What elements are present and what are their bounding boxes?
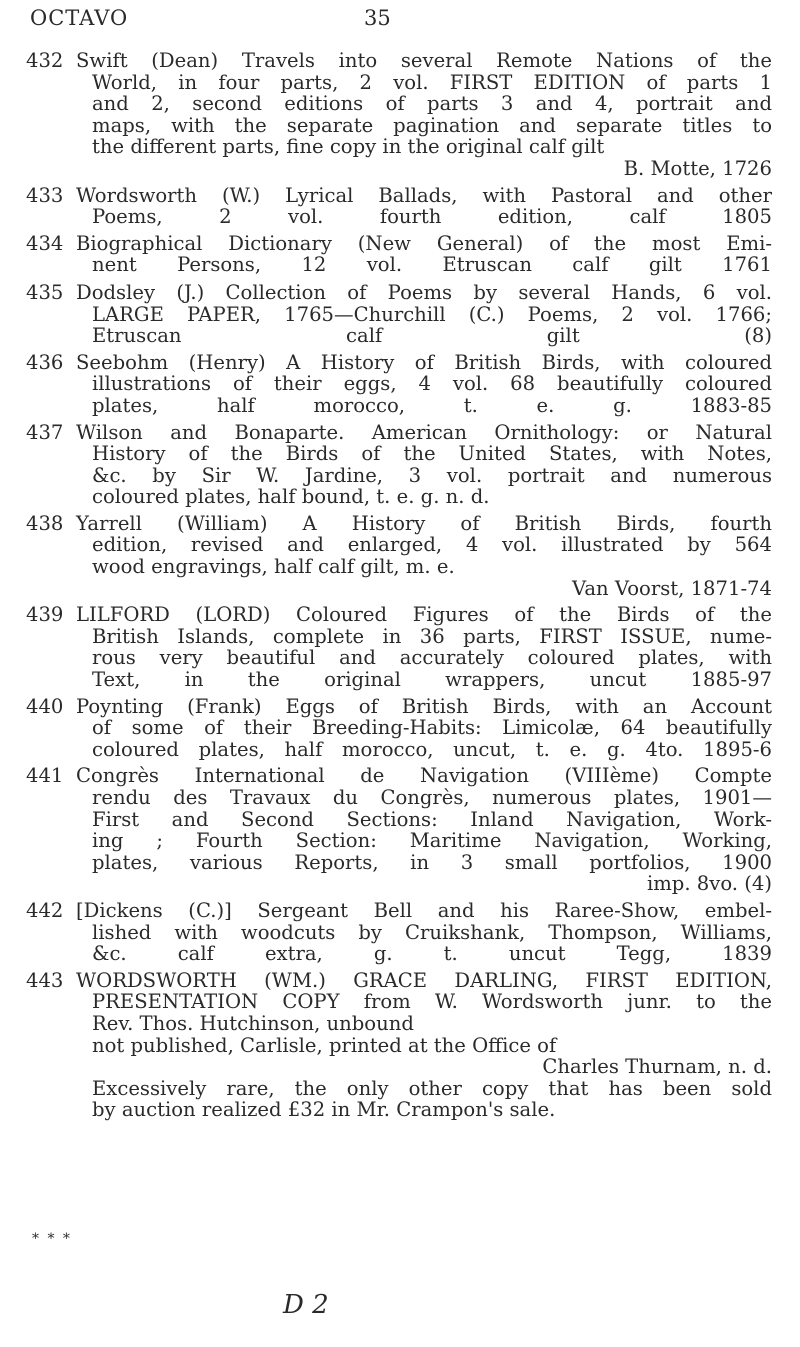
- lot-number: 438: [26, 511, 64, 535]
- lot-entry: [26, 352, 772, 417]
- lot-text-line: Wilson and Bonaparte. American Ornithology: or Natural: [76, 420, 772, 444]
- lot-text-line: the different parts, fine copy in the original calf gilt: [92, 135, 605, 159]
- lot-text-line: Poems, 2 vol. fourth edition, calf 1805: [92, 205, 772, 229]
- lot-entry: [26, 900, 772, 965]
- page-number: 35: [364, 6, 391, 30]
- lot-text-line: wood engravings, half calf gilt, m. e.: [92, 555, 455, 579]
- lot-text-line: &c. by Sir W. Jardine, 3 vol. portrait and numerous: [92, 463, 772, 487]
- signature-mark: D 2: [283, 1290, 329, 1320]
- lot-text-line: History of the Birds of the United States, with Notes,: [92, 442, 772, 466]
- lot-entry: [26, 422, 772, 508]
- lot-text-line: World, in four parts, 2 vol. FIRST EDITION of parts 1: [92, 70, 772, 94]
- lot-text-line: and 2, second editions of parts 3 and 4, portrait and: [92, 92, 772, 116]
- lot-text-line: Wordsworth (W.) Lyrical Ballads, with Pastoral and other: [76, 183, 772, 207]
- lot-number: 433: [26, 183, 64, 207]
- lot-number: 442: [26, 898, 64, 922]
- lot-text-line: Swift (Dean) Travels into several Remote Nations of the: [76, 49, 772, 72]
- lot-text-line: Excessively rare, the only other copy that has been sold: [92, 1076, 772, 1100]
- lot-text-line: nent Persons, 12 vol. Etruscan calf gilt 1761: [92, 253, 772, 277]
- lot-number: 436: [26, 350, 64, 374]
- lot-entry: [26, 233, 772, 276]
- lot-number: 441: [26, 764, 64, 788]
- lot-entry: [26, 282, 772, 347]
- lot-text-line: [Dickens (C.)] Sergeant Bell and his Raree-Show, embel-: [76, 898, 772, 922]
- lot-text-line: B. Motte, 1726: [623, 156, 772, 180]
- lot-entry: [26, 185, 772, 228]
- page-header: [30, 6, 770, 36]
- lot-text-line: ing ; Fourth Section: Maritime Navigation, Working,: [92, 829, 772, 853]
- note-asterisks: * * *: [32, 1231, 72, 1247]
- lot-entry: [26, 970, 772, 1121]
- lot-text-line: &c. calf extra, g. t. uncut Tegg, 1839: [92, 942, 772, 966]
- lot-entry: [26, 765, 772, 895]
- lot-text-line: Text, in the original wrappers, uncut 1885-97: [92, 668, 772, 692]
- lot-text-line: Charles Thurnam, n. d.: [542, 1055, 772, 1079]
- lot-text-line: of some of their Breeding-Habits: Limicolæ, 64 beautifully: [92, 716, 772, 740]
- lot-text-line: British Islands, complete in 36 parts, FIRST ISSUE, nume-: [92, 624, 772, 648]
- lot-text-line: Rev. Thos. Hutchinson, unbound: [92, 1011, 414, 1035]
- lot-text-line: Yarrell (William) A History of British Birds, fourth: [76, 511, 772, 535]
- lot-text-line: Van Voorst, 1871-74: [572, 576, 772, 600]
- lot-text-line: coloured plates, half bound, t. e. g. n. d.: [92, 485, 490, 509]
- lot-number: 434: [26, 231, 64, 255]
- lot-number: 437: [26, 420, 64, 444]
- lot-text-line: edition, revised and enlarged, 4 vol. illustrated by 564: [92, 533, 772, 557]
- lot-text-line: illustrations of their eggs, 4 vol. 68 beautifully coloured: [92, 372, 772, 396]
- lot-text-line: LARGE PAPER, 1765—Churchill (C.) Poems, 2 vol. 1766;: [92, 302, 772, 326]
- lot-text-line: maps, with the separate pagination and separate titles to: [92, 113, 772, 137]
- lot-text-line: Dodsley (J.) Collection of Poems by several Hands, 6 vol.: [76, 280, 772, 304]
- lot-text-line: LILFORD (LORD) Coloured Figures of the Birds of the: [76, 603, 772, 627]
- lot-list: [26, 50, 772, 1121]
- lot-text-line: First and Second Sections: Inland Navigation, Work-: [92, 807, 772, 831]
- lot-number: 443: [26, 968, 64, 992]
- lot-entry: [26, 604, 772, 690]
- lot-text-line: by auction realized £32 in Mr. Crampon's sale.: [92, 1098, 556, 1122]
- lot-text-line: plates, various Reports, in 3 small portfolios, 1900: [92, 850, 772, 874]
- lot-text-line: Seebohm (Henry) A History of British Birds, with coloured: [76, 350, 772, 374]
- lot-text-line: rous very beautiful and accurately coloured plates, with: [92, 646, 772, 670]
- lot-text-line: Poynting (Frank) Eggs of British Birds, with an Account: [76, 694, 772, 718]
- lot-text-line: imp. 8vo. (4): [646, 872, 772, 896]
- lot-text-line: not published, Carlisle, printed at the Office of: [92, 1033, 557, 1057]
- lot-number: 440: [26, 694, 64, 718]
- lot-text-line: Congrès International de Navigation (VIIIème) Compte: [76, 764, 772, 788]
- lot-entry: [26, 50, 772, 180]
- lot-number: 432: [26, 49, 64, 72]
- lot-number: 435: [26, 280, 64, 304]
- lot-entry: [26, 513, 772, 599]
- running-title: OCTAVO: [30, 6, 129, 30]
- lot-text-line: Biographical Dictionary (New General) of the most Emi-: [76, 231, 772, 255]
- lot-text-line: rendu des Travaux du Congrès, numerous plates, 1901—: [92, 786, 772, 809]
- lot-text-line: lished with woodcuts by Cruikshank, Thompson, Williams,: [92, 920, 772, 944]
- lot-text-line: plates, half morocco, t. e. g. 1883-85: [92, 393, 772, 417]
- lot-number: 439: [26, 603, 64, 627]
- lot-entry: [26, 696, 772, 761]
- lot-text-line: Etruscan calf gilt (8): [92, 324, 772, 348]
- lot-text-line: PRESENTATION COPY from W. Wordsworth junr. to the: [92, 990, 772, 1014]
- lot-text-line: WORDSWORTH (WM.) GRACE DARLING, FIRST EDITION,: [76, 968, 772, 992]
- lot-text-line: coloured plates, half morocco, uncut, t. e. g. 4to. 1895-6: [92, 737, 772, 761]
